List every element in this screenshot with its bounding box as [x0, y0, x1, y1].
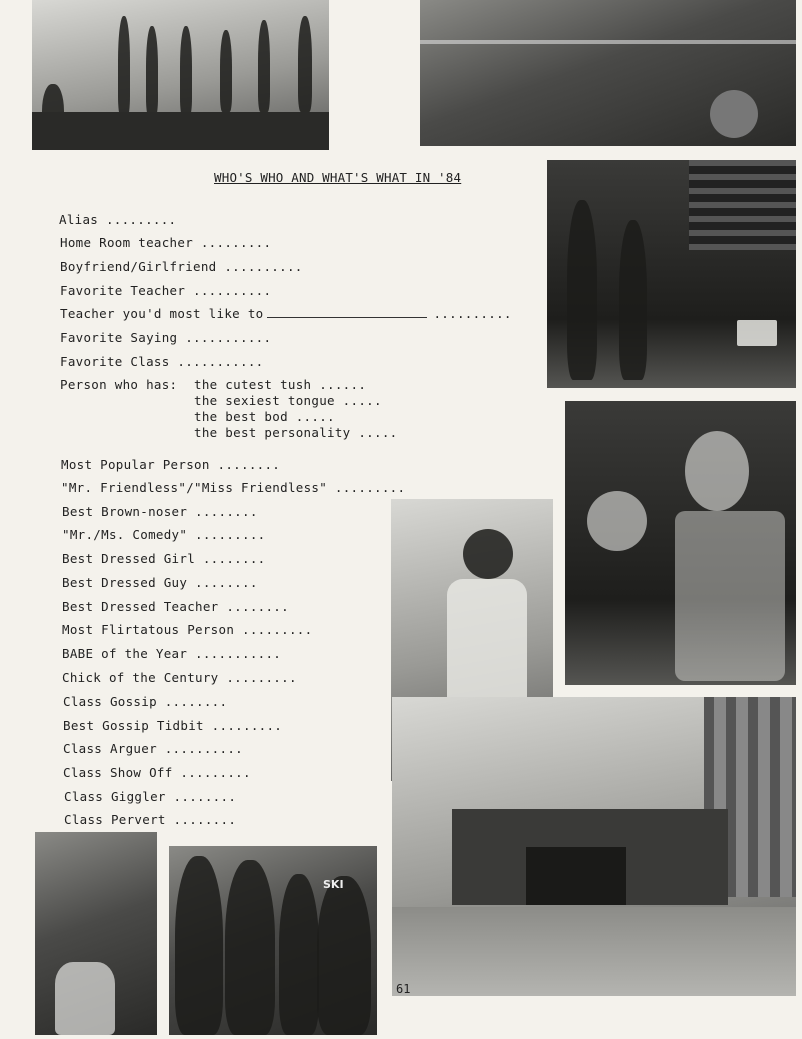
award-line: Chick of the Century ......... [62, 670, 297, 685]
award-line: Class Arguer .......... [63, 741, 243, 756]
person-has-item: the cutest tush ...... [194, 377, 367, 392]
award-line: Most Flirtatous Person ......... [62, 622, 313, 637]
survey-line-boyfriend: Boyfriend/Girlfriend .......... [60, 259, 303, 274]
survey-line-fav-saying: Favorite Saying ........... [60, 330, 272, 345]
photo-two-smiling-people [565, 401, 796, 685]
person-has-item: the best personality ..... [194, 425, 398, 440]
survey-line-teacher-like [60, 306, 512, 321]
survey-line-fav-class: Favorite Class ........... [60, 354, 264, 369]
survey-line-alias: Alias ......... [59, 212, 177, 227]
photo-stage-performers [32, 0, 329, 150]
photo-four-students-winter [169, 846, 377, 1035]
award-line: Best Dressed Teacher ........ [62, 599, 289, 614]
photo-bleacher-crowd [420, 0, 796, 146]
award-line: Class Pervert ........ [64, 812, 237, 827]
photo-crowd-girl [35, 832, 157, 1035]
page-title: WHO'S WHO AND WHAT'S WHAT IN '84 [214, 170, 462, 185]
award-line: Most Popular Person ........ [61, 457, 281, 472]
person-has-item: the best bod ..... [194, 409, 335, 424]
award-line: Best Gossip Tidbit ......... [63, 718, 283, 733]
person-has-label: Person who has: [60, 377, 178, 392]
award-line: Best Dressed Guy ........ [62, 575, 258, 590]
award-line: "Mr./Ms. Comedy" ......... [62, 527, 266, 542]
fill-in-blank [267, 307, 427, 318]
person-has-item: the sexiest tongue ..... [194, 393, 382, 408]
photo-library [547, 160, 796, 388]
award-line: Class Show Off ......... [63, 765, 251, 780]
teacher-like-suffix: .......... [433, 306, 512, 321]
page-number: 61 [396, 982, 411, 996]
photo-school-building [392, 697, 796, 996]
award-line: BABE of the Year ........... [62, 646, 282, 661]
survey-line-homeroom: Home Room teacher ......... [60, 235, 272, 250]
ski-cap-text: SKI [323, 878, 344, 891]
award-line: Best Brown-noser ........ [62, 504, 258, 519]
survey-line-fav-teacher: Favorite Teacher .......... [60, 283, 272, 298]
teacher-like-prefix: Teacher you'd most like to [60, 306, 264, 321]
award-line: Best Dressed Girl ........ [62, 551, 266, 566]
award-line: "Mr. Friendless"/"Miss Friendless" ......... [61, 480, 406, 495]
award-line: Class Giggler ........ [64, 789, 237, 804]
award-line: Class Gossip ........ [63, 694, 228, 709]
